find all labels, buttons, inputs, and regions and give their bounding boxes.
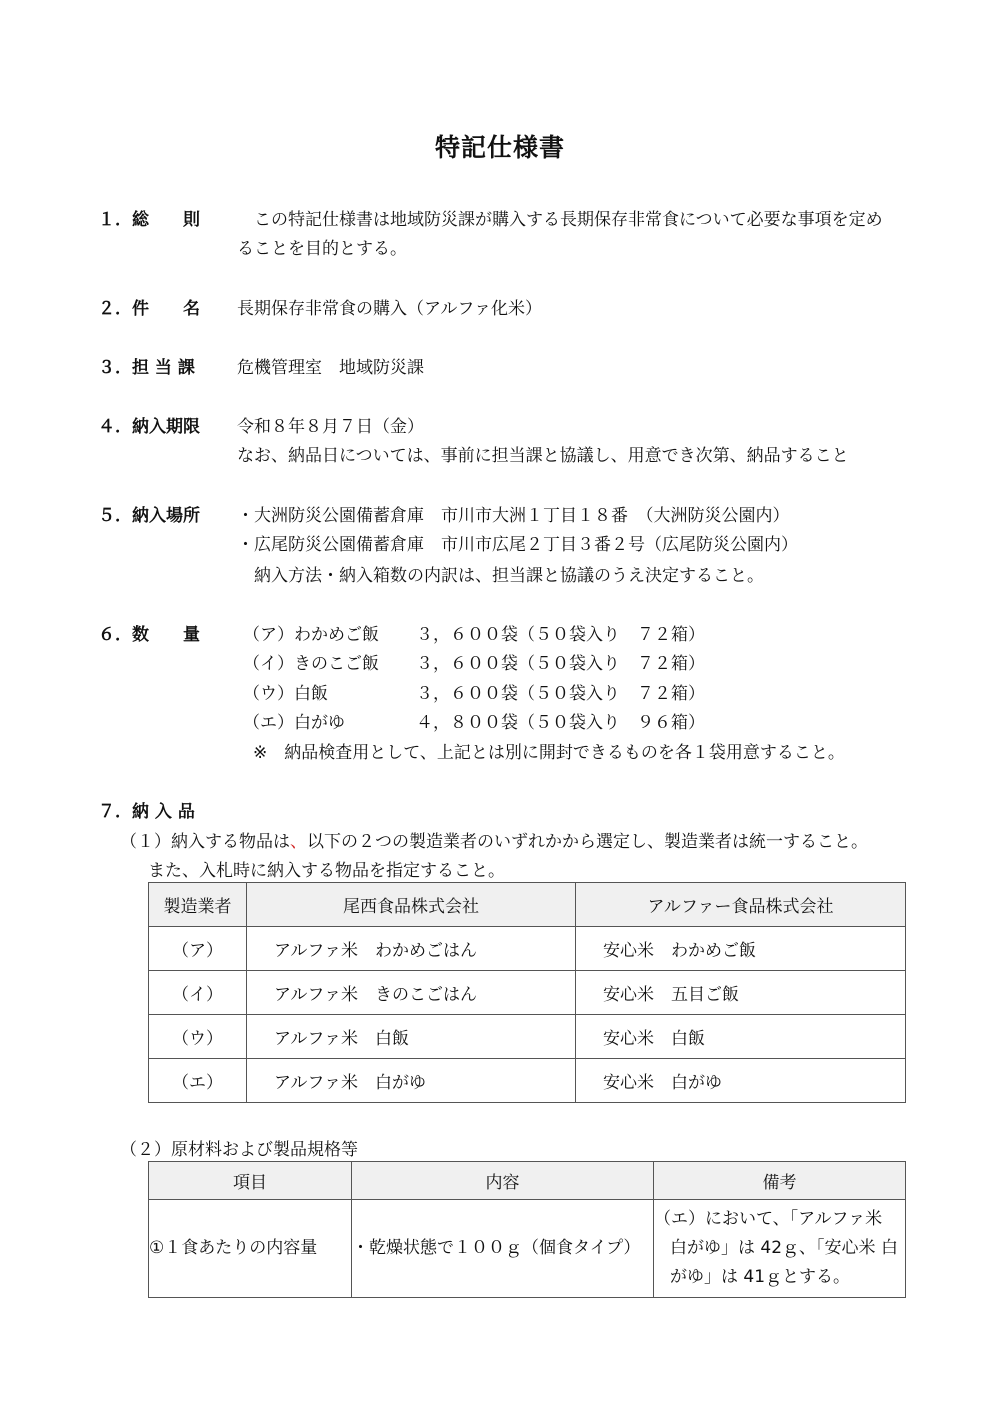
section-2-text: 長期保存非常食の購入（アルファ化米） <box>237 299 542 319</box>
table-header-row <box>149 1162 906 1200</box>
spec-remarks <box>654 1200 906 1298</box>
table-cell-product: アルファ米 きのこごはん <box>247 971 576 1015</box>
quantity-item-value: ３，６００袋（５０袋入り ７２箱） <box>416 684 705 704</box>
section-7-paragraph-2: （２）原材料および製品規格等 <box>120 1140 358 1160</box>
quantity-item-name: （エ）白がゆ <box>243 713 345 733</box>
table-cell-product: アルファ米 わかめごはん <box>247 927 576 971</box>
section-7-label: ７．納 入 品 <box>98 802 195 822</box>
header-manufacturer: 製造業者 <box>149 883 247 927</box>
table-row <box>149 971 906 1015</box>
paragraph-1-text-a: （１）納入する物品は <box>120 832 290 852</box>
section-5-note: 納入方法・納入箱数の内訳は、担当課と協議のうえ決定すること。 <box>237 566 764 586</box>
quantity-item-value: ３，６００袋（５０袋入り ７２箱） <box>416 625 705 645</box>
section-6-label: ６．数 量 <box>98 625 200 645</box>
header-onishi: 尾西食品株式会社 <box>247 883 576 927</box>
table-cell-product: 安心米 白飯 <box>576 1015 906 1059</box>
table-cell-code: （ウ） <box>149 1015 247 1059</box>
table-row <box>149 927 906 971</box>
table-header-row <box>149 883 906 927</box>
paragraph-1-red-comma: 、 <box>290 832 307 852</box>
section-1-label: １．総 則 <box>98 210 200 230</box>
table-row <box>149 1015 906 1059</box>
section-2-label: ２．件 名 <box>98 299 200 319</box>
spec-content: ・乾燥状態で１００ｇ（個食タイプ） <box>352 1200 654 1298</box>
header-content: 内容 <box>352 1162 654 1200</box>
spec-item: ①１食あたりの内容量 <box>149 1200 352 1298</box>
table-cell-product: アルファ米 白飯 <box>247 1015 576 1059</box>
page-title: 特記仕様書 <box>434 133 565 162</box>
quantity-note: ※ 納品検査用として、上記とは別に開封できるものを各１袋用意すること。 <box>253 743 845 763</box>
header-remarks: 備考 <box>654 1162 906 1200</box>
spec-remarks-line2: 白がゆ」は 42ｇ、「安心米 白 <box>670 1238 898 1258</box>
section-5-location-1: ・大洲防災公園備蓄倉庫 市川市大洲１丁目１８番 （大洲防災公園内） <box>237 506 790 526</box>
quantity-item-name: （イ）きのこご飯 <box>243 654 379 674</box>
section-7-paragraph-1 <box>120 827 868 852</box>
quantity-item-value: ４，８００袋（５０袋入り ９６箱） <box>416 713 705 733</box>
section-4-text-line1: 令和８年８月７日（金） <box>237 417 424 437</box>
table-cell-code: （ア） <box>149 927 247 971</box>
table-cell-code: （イ） <box>149 971 247 1015</box>
paragraph-1-text-b: 以下の２つの製造業者のいずれかから選定し、製造業者は統一すること。 <box>307 832 868 852</box>
section-3-label: ３．担 当 課 <box>98 358 195 378</box>
section-4-label: ４．納入期限 <box>98 417 200 437</box>
quantity-item-name: （ウ）白飯 <box>243 684 328 704</box>
table-cell-product: 安心米 五目ご飯 <box>576 971 906 1015</box>
spec-remarks-line3: がゆ」は 41ｇとする。 <box>670 1267 851 1287</box>
table-cell-code: （エ） <box>149 1059 247 1103</box>
section-7-paragraph-1-line2: また、入札時に納入する物品を指定すること。 <box>148 861 505 881</box>
spec-remarks-line1: （エ）において、「アルファ米 <box>654 1209 883 1229</box>
table-row <box>149 1059 906 1103</box>
header-alpha: アルファー食品株式会社 <box>576 883 906 927</box>
table-cell-product: 安心米 わかめご飯 <box>576 927 906 971</box>
section-1-text-line1: この特記仕様書は地域防災課が購入する長期保存非常食について必要な事項を定め <box>237 210 883 230</box>
quantity-item-value: ３，６００袋（５０袋入り ７２箱） <box>416 654 705 674</box>
section-5-label: ５．納入場所 <box>98 506 200 526</box>
table-cell-product: アルファ米 白がゆ <box>247 1059 576 1103</box>
section-4-text-line2: なお、納品日については、事前に担当課と協議し、用意でき次第、納品すること <box>237 446 849 466</box>
quantity-item-name: （ア）わかめご飯 <box>243 625 379 645</box>
section-3-text: 危機管理室 地域防災課 <box>237 358 424 378</box>
spec-table <box>148 1161 906 1298</box>
header-item: 項目 <box>149 1162 352 1200</box>
section-5-location-2: ・広尾防災公園備蓄倉庫 市川市広尾２丁目３番２号（広尾防災公園内） <box>237 535 798 555</box>
section-1-text-line2: ることを目的とする。 <box>237 239 407 259</box>
manufacturer-table <box>148 882 906 1103</box>
table-row <box>149 1200 906 1298</box>
table-cell-product: 安心米 白がゆ <box>576 1059 906 1103</box>
